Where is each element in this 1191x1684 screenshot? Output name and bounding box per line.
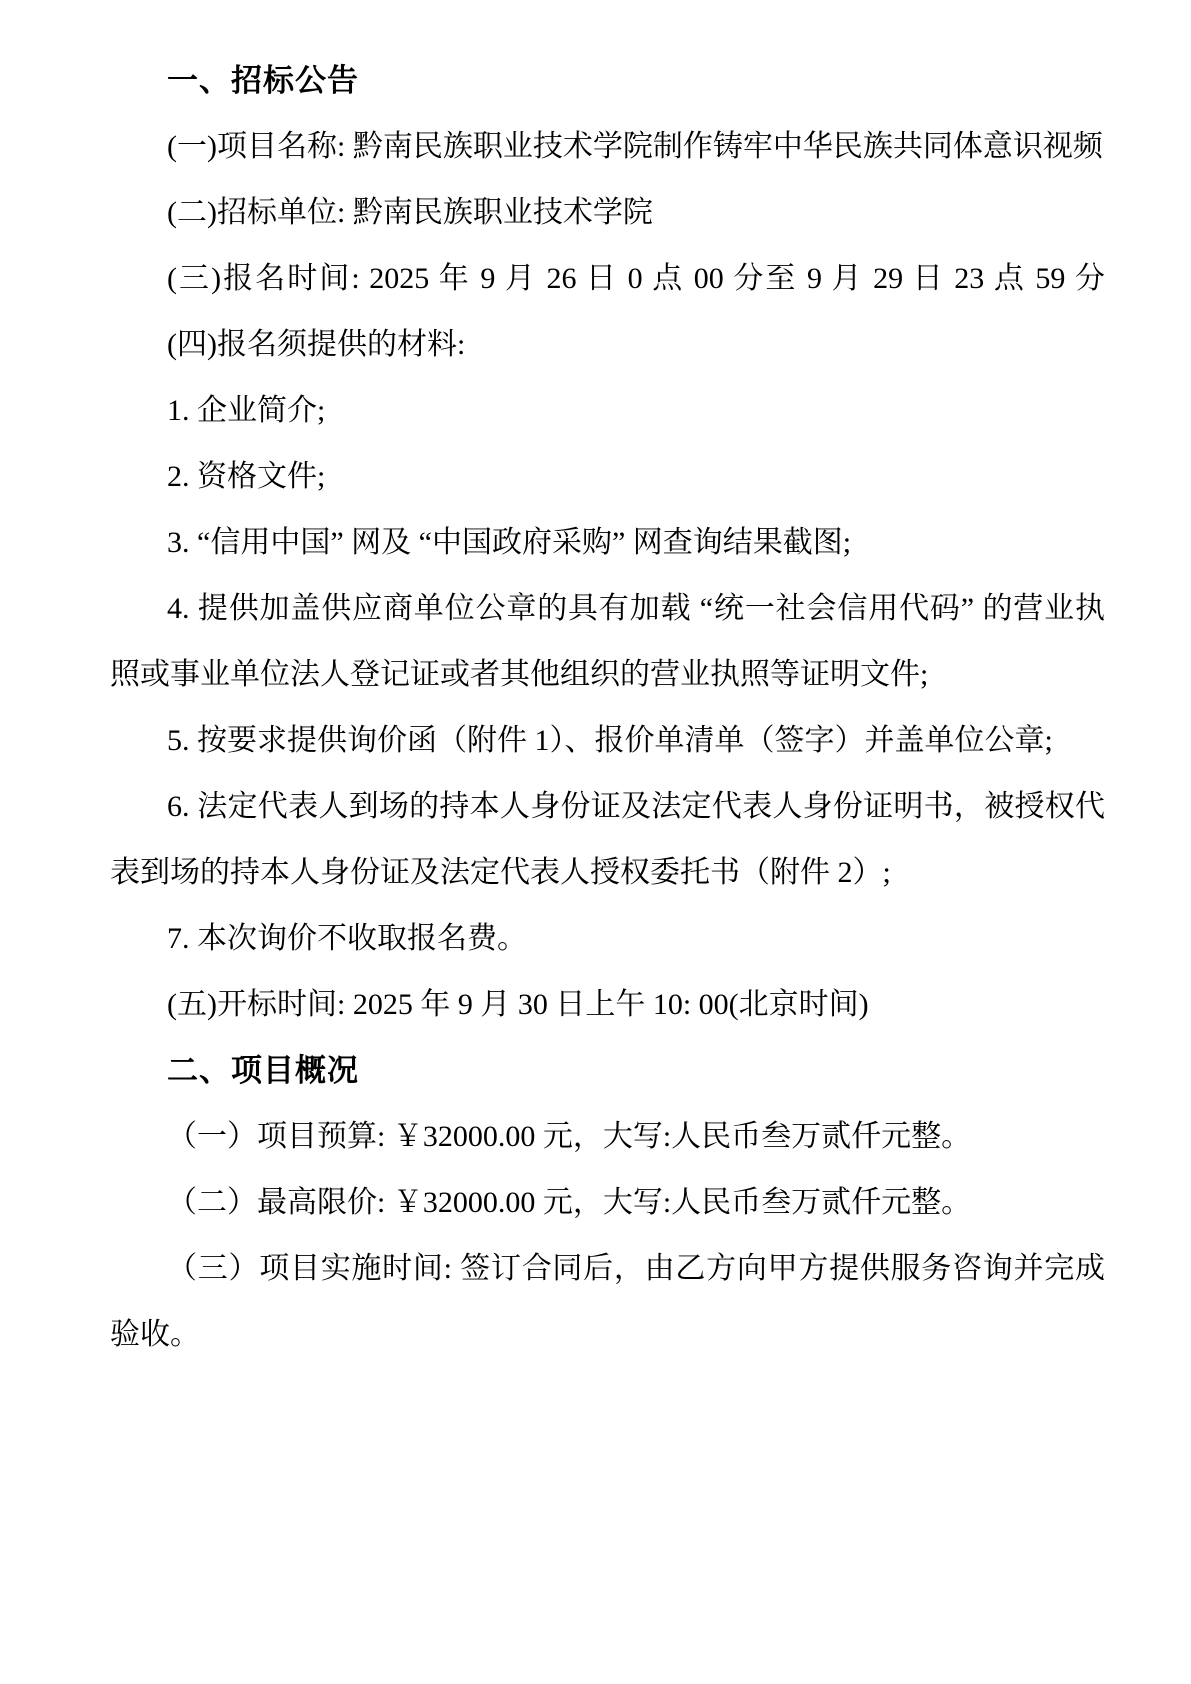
para-project-name: (一)项目名称: 黔南民族职业技术学院制作铸牢中华民族共同体意识视频 <box>167 130 1103 163</box>
para-material-item-5: 5. 按要求提供询价函（附件 1）、报价单清单（签字）并盖单位公章; <box>167 724 1053 757</box>
para-bid-opening-time: (五)开标时间: 2025 年 9 月 30 日上午 10: 00(北京时间) <box>167 988 869 1021</box>
para-project-budget: （一）项目预算: ￥32000.00 元，大写:人民币叁万贰仟元整。 <box>167 1120 972 1153</box>
para-max-price: （二）最高限价: ￥32000.00 元，大写:人民币叁万贰仟元整。 <box>167 1186 972 1219</box>
para-material-item-4: 4. 提供加盖供应商单位公章的具有加载 “统一社会信用代码” 的营业执照或事业单位法人登记证或者其他组织的营业执照等证明文件; <box>110 592 1105 691</box>
para-material-item-6: 6. 法定代表人到场的持本人身份证及法定代表人身份证明书，被授权代表到场的持本人身份证及法定代表人授权委托书（附件 2）; <box>110 790 1105 889</box>
para-material-item-7: 7. 本次询价不收取报名费。 <box>167 922 527 955</box>
para-material-item-1: 1. 企业简介; <box>167 394 326 427</box>
para-material-item-2: 2. 资格文件; <box>167 460 326 493</box>
para-registration-time: (三)报名时间: 2025 年 9 月 26 日 0 点 00 分至 9 月 29 日 23 点 59 分 <box>167 262 1105 295</box>
para-implementation-time: （三）项目实施时间: 签订合同后，由乙方向甲方提供服务咨询并完成验收。 <box>110 1252 1105 1351</box>
para-tender-unit: (二)招标单位: 黔南民族职业技术学院 <box>167 196 653 229</box>
section-heading-project-overview: 二、项目概况 <box>167 1053 359 1088</box>
para-material-item-3: 3. “信用中国” 网及 “中国政府采购” 网查询结果截图; <box>167 526 852 559</box>
section-heading-tender-announcement: 一、招标公告 <box>167 63 359 98</box>
para-materials-header: (四)报名须提供的材料: <box>167 328 466 361</box>
